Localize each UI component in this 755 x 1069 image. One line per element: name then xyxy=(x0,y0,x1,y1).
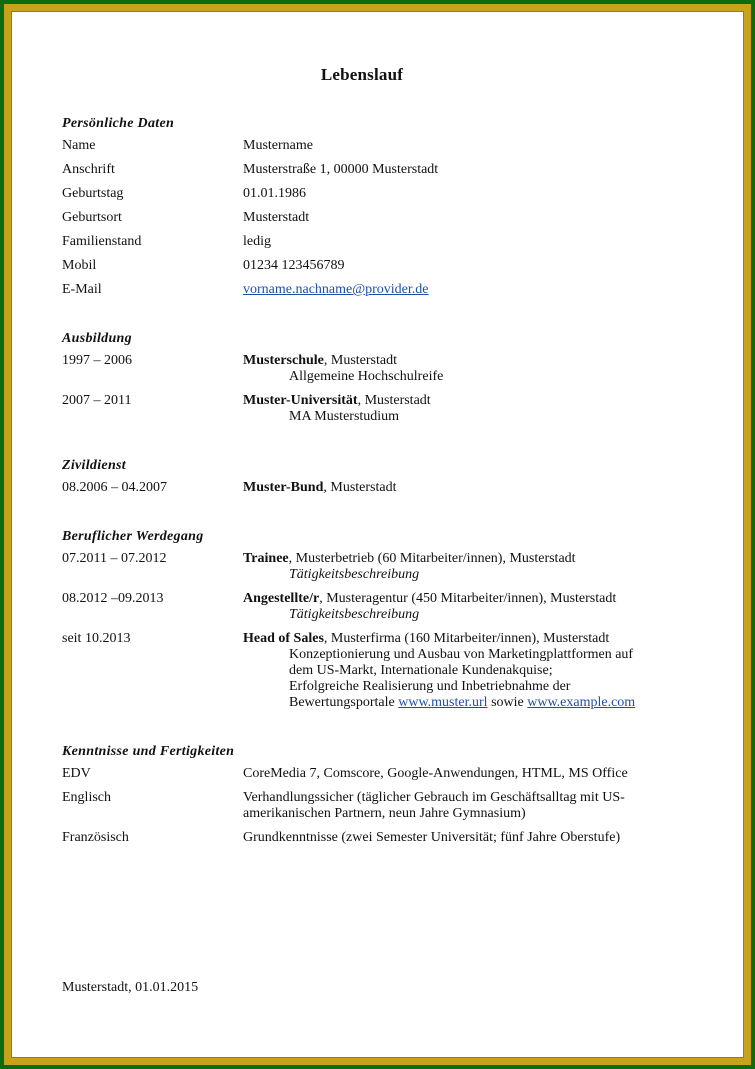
skill-row xyxy=(62,790,662,822)
list-item xyxy=(62,591,662,623)
section-personal xyxy=(62,116,662,298)
position: Head of Sales xyxy=(243,631,324,646)
value: Mustername xyxy=(243,138,313,153)
institution: Musterschule xyxy=(243,353,324,368)
list-item xyxy=(62,393,662,425)
label: Anschrift xyxy=(62,162,115,177)
label: E-Mail xyxy=(62,282,102,297)
cv-document xyxy=(62,60,662,879)
position: Trainee xyxy=(243,551,289,566)
section-career xyxy=(62,529,662,711)
row-marital-status xyxy=(62,234,662,250)
place: , Musterstadt xyxy=(323,353,397,368)
row-mobile xyxy=(62,258,662,274)
period: 07.2011 – 07.2012 xyxy=(62,551,167,566)
detail-line: Konzeptionierung und Ausbau von Marketingplattformen auf xyxy=(289,647,634,662)
value: 01.01.1986 xyxy=(243,186,306,201)
page-title: Lebenslauf xyxy=(320,65,404,84)
section-heading: Beruflicher Werdegang xyxy=(62,529,204,544)
value: 01234 123456789 xyxy=(243,258,345,273)
label: Geburtsort xyxy=(62,210,122,225)
section-heading: Zivildienst xyxy=(62,458,126,473)
section-civil-service xyxy=(62,458,662,496)
detail: Tätigkeitsbeschreibung xyxy=(289,567,420,582)
employer: , Musterbetrieb (60 Mitarbeiter/innen), Musterstadt xyxy=(288,551,576,566)
place: , Musterstadt xyxy=(323,480,397,495)
detail-line: dem US-Markt, Internationale Kundenakquise; xyxy=(289,663,553,678)
position: Angestellte/r xyxy=(243,591,320,606)
email-link[interactable]: vorname.nachname@provider.de xyxy=(243,282,429,297)
row-birthplace xyxy=(62,210,662,226)
detail-line xyxy=(243,695,662,711)
section-skills xyxy=(62,744,662,846)
list-item xyxy=(62,631,662,711)
label: Französisch xyxy=(62,830,129,845)
institution: Muster-Universität xyxy=(243,393,358,408)
label: Name xyxy=(62,138,96,153)
period: 08.2006 – 04.2007 xyxy=(62,480,167,495)
example-com-link[interactable]: www.example.com xyxy=(527,695,636,710)
value: CoreMedia 7, Comscore, Google-Anwendungen, HTML, MS Office xyxy=(243,766,628,781)
value: Verhandlungssicher (täglicher Gebrauch im Geschäftsalltag mit US-amerikanischen Partnern, neun Jahre Gymnasium) xyxy=(243,790,625,821)
muster-url-link[interactable]: www.muster.url xyxy=(398,695,488,710)
label: EDV xyxy=(62,766,91,781)
period: 2007 – 2011 xyxy=(62,393,132,408)
label: Mobil xyxy=(62,258,97,273)
place-date: Musterstadt, 01.01.2015 xyxy=(62,980,199,995)
period: seit 10.2013 xyxy=(62,631,131,646)
section-heading: Persönliche Daten xyxy=(62,116,175,131)
section-heading: Kenntnisse und Fertigkeiten xyxy=(62,744,235,759)
row-birthday xyxy=(62,186,662,202)
period: 1997 – 2006 xyxy=(62,353,132,368)
list-item xyxy=(62,551,662,583)
place: , Musterstadt xyxy=(357,393,431,408)
detail: Tätigkeitsbeschreibung xyxy=(289,607,420,622)
row-email xyxy=(62,282,662,298)
section-heading: Ausbildung xyxy=(62,331,132,346)
label: Familienstand xyxy=(62,234,142,249)
value: ledig xyxy=(243,234,271,249)
section-education xyxy=(62,331,662,425)
period: 08.2012 –09.2013 xyxy=(62,591,164,606)
skill-row xyxy=(62,830,662,846)
institution: Muster-Bund xyxy=(243,480,324,495)
detail: Allgemeine Hochschulreife xyxy=(289,369,444,384)
value: Grundkenntnisse (zwei Semester Universität; fünf Jahre Oberstufe) xyxy=(243,830,621,845)
detail-prefix: Bewertungsportale xyxy=(289,695,399,710)
list-item xyxy=(62,480,662,496)
value: Musterstadt xyxy=(243,210,310,225)
link-separator: sowie xyxy=(487,695,528,710)
label: Englisch xyxy=(62,790,111,805)
employer: , Musterfirma (160 Mitarbeiter/innen), Musterstadt xyxy=(323,631,610,646)
label: Geburtstag xyxy=(62,186,124,201)
skill-row xyxy=(62,766,662,782)
value: Musterstraße 1, 00000 Musterstadt xyxy=(243,162,439,177)
detail: MA Musterstudium xyxy=(289,409,400,424)
row-address xyxy=(62,162,662,178)
list-item xyxy=(62,353,662,385)
detail-line: Erfolgreiche Realisierung und Inbetriebnahme der xyxy=(289,679,571,694)
employer: , Musteragentur (450 Mitarbeiter/innen), Musterstadt xyxy=(319,591,617,606)
row-name xyxy=(62,138,662,154)
